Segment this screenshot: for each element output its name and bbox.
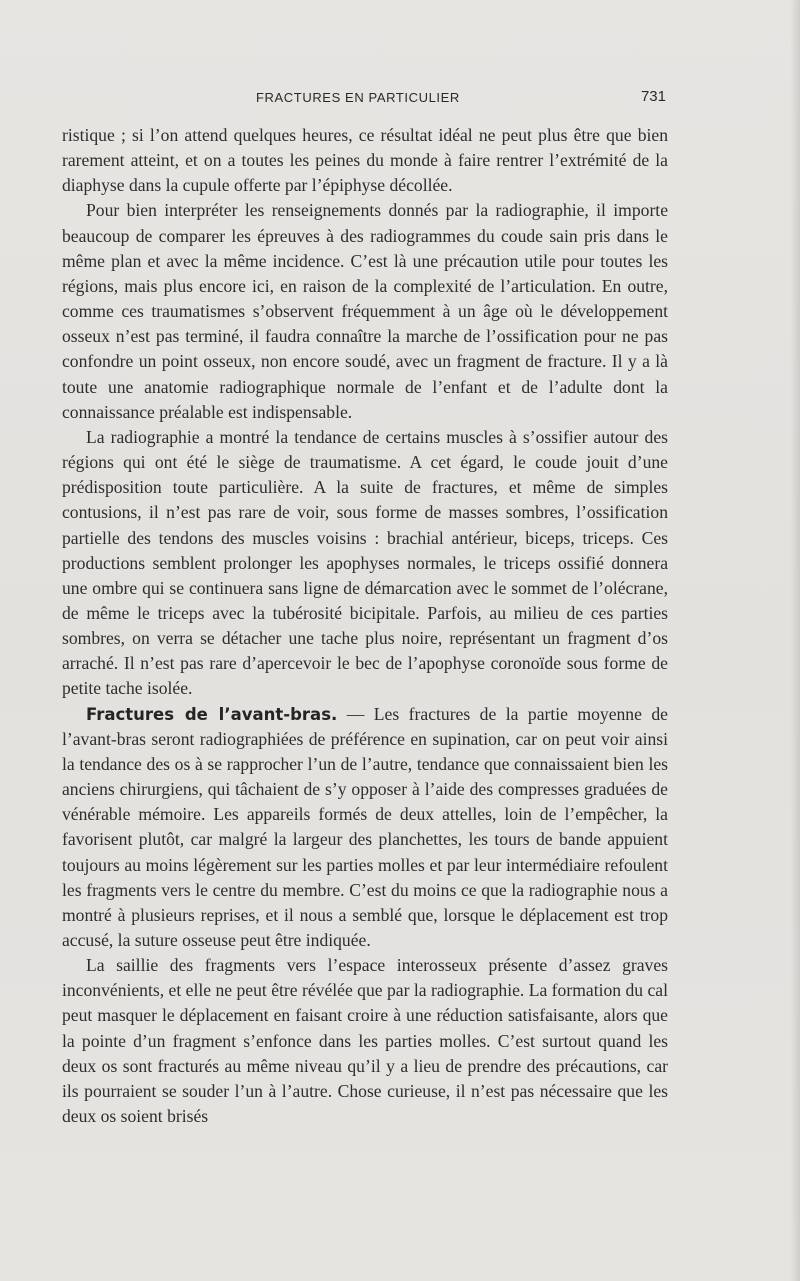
running-header <box>62 88 666 110</box>
page-edge-shadow <box>790 0 800 1281</box>
paragraph-1: ristique ; si l’on attend quelques heures, ce résultat idéal ne peut plus être que bien rarement atteint, et on a toutes les peines du monde à faire rentrer l’extrémité de la diaphyse dans la cupule offerte par l’épiphyse décollée. <box>62 125 668 196</box>
paragraph-4 <box>62 702 668 954</box>
page-number: 731 <box>640 88 666 105</box>
section-heading-forearm-fractures: Fractures de l’avant-bras. <box>86 704 338 724</box>
body-text <box>62 123 668 1129</box>
paragraph-2: Pour bien interpréter les renseignements donnés par la radiographie, il importe beaucoup de comparer les épreuves à des radiogrammes du coude sain pris dans le même plan et avec la même incidence. C’est là une précaution utile pour toutes les régions, mais plus encore ici, en raison de la complexité de l’articulation. En outre, comme ces traumatismes s’observent fréquemment à un âge où le développement osseux n’est pas terminé, il faudra connaître la marche de l’ossification pour ne pas confondre un point osseux, non encore soudé, avec un fragment de fracture. Il y a là toute une anatomie radiographique normale de l’enfant et de l’adulte dont la connaissance préalable est indispensable. <box>62 200 668 422</box>
running-title: FRACTURES EN PARTICULIER <box>256 90 460 105</box>
paragraph-3: La radiographie a montré la tendance de certains muscles à s’ossifier autour des régions qui ont été le siège de traumatisme. A cet égard, le coude jouit d’une prédisposition toute particulière. A la suite de fractures, et même de simples contusions, il n’est pas rare de voir, sous forme de masses sombres, l’ossification partielle des tendons des muscles voisins : brachial antérieur, biceps, triceps. Ces productions semblent prolonger les apophyses normales, le triceps ossifié donnera une ombre qui se continuera sans ligne de démarcation avec le sommet de l’olécrane, de même le triceps avec la tubérosité bicipitale. Parfois, au milieu de ces parties sombres, on verra se détacher une tache plus noire, représentant un fragment d’os arraché. Il n’est pas rare d’apercevoir le bec de l’apophyse coronoïde sous forme de petite tache isolée. <box>62 426 668 699</box>
paragraph-5: La saillie des fragments vers l’espace interosseux présente d’assez graves inconvénients, et elle ne peut être révélée que par la radiographie. La formation du cal peut masquer le déplacement en faisant croire à une réduction satisfaisante, alors que la pointe d’un fragment s’enfonce dans les parties molles. C’est surtout quand les deux os sont fracturés au même niveau qu’il y a lieu de prendre des précautions, car ils pourraient se souder l’un à l’autre. Chose curieuse, il n’est pas nécessaire que les deux os soient brisés <box>62 955 668 1127</box>
paragraph-4-text: — Les fractures de la partie moyenne de l’avant-bras seront radiographiées de préférence en supination, car on peut voir ainsi la tendance des os à se rapprocher l’un de l’autre, tendance que connaissaient bien les anciens chirurgiens, qui tâchaient de s’y opposer à l’aide des compresses graduées de vénérable mémoire. Les appareils formés de deux attelles, loin de l’empêcher, la favorisent plutôt, car malgré la largeur des planchettes, les tours de bande appuient toujours au moins légèrement sur les parties molles et par leur intermédiaire refoulent les fragments vers le centre du membre. C’est du moins ce que la radiographie nous a montré à plusieurs reprises, et il nous a semblé que, lorsque le déplacement est trop accusé, la suture osseuse peut être indiquée. <box>62 703 668 950</box>
